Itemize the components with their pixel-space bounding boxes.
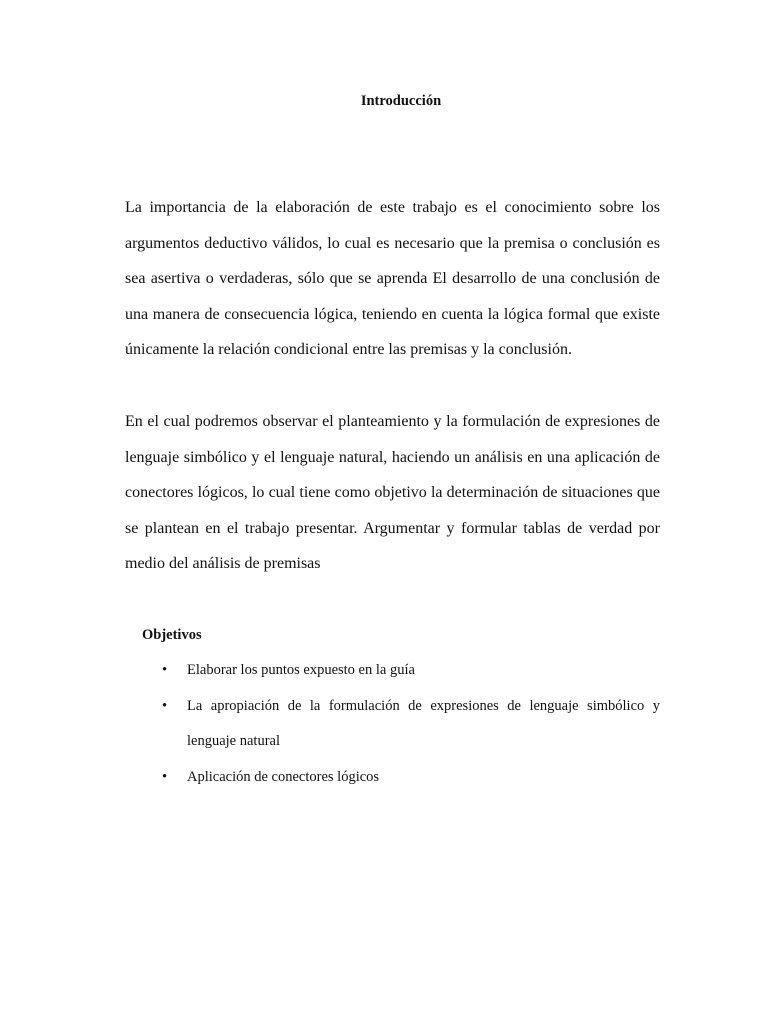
- intro-paragraph-2: En el cual podremos observar el planteamiento y la formulación de expresiones de lenguaje simbólico y el lenguaje natural, haciendo un análisis en una aplicación de conectores lógicos, lo cual tiene como objetivo la determinación de situaciones que se plantean en el trabajo presentar. Argumentar y formular tablas de verdad por medio del análisis de premisas: [125, 413, 660, 572]
- intro-paragraph-1: La importancia de la elaboración de este trabajo es el conocimiento sobre los argumentos deductivo válidos, lo cual es necesario que la premisa o conclusión es sea asertiva o verdaderas, sólo que se aprenda El desarrollo de una conclusión de una manera de consecuencia lógica, teniendo en cuenta la lógica formal que existe únicamente la relación condicional entre las premisas y la conclusión.: [125, 199, 660, 358]
- bullet-icon: •: [162, 662, 168, 678]
- objectives-list: [162, 653, 660, 795]
- objective-item: [162, 653, 660, 689]
- objective-item: [162, 760, 660, 796]
- document-title: Introducción: [360, 93, 442, 109]
- objective-item-text: La apropiación de la formulación de expresiones de lenguaje simbólico y lenguaje natural: [187, 697, 660, 749]
- bullet-icon: •: [162, 768, 168, 785]
- objective-item-text: Aplicación de conectores lógicos: [187, 768, 380, 785]
- bullet-icon: •: [162, 697, 168, 714]
- objective-item-text: Elaborar los puntos expuesto en la guía: [187, 662, 415, 678]
- objective-item: [162, 689, 660, 760]
- objectives-heading: Objetivos: [142, 627, 202, 643]
